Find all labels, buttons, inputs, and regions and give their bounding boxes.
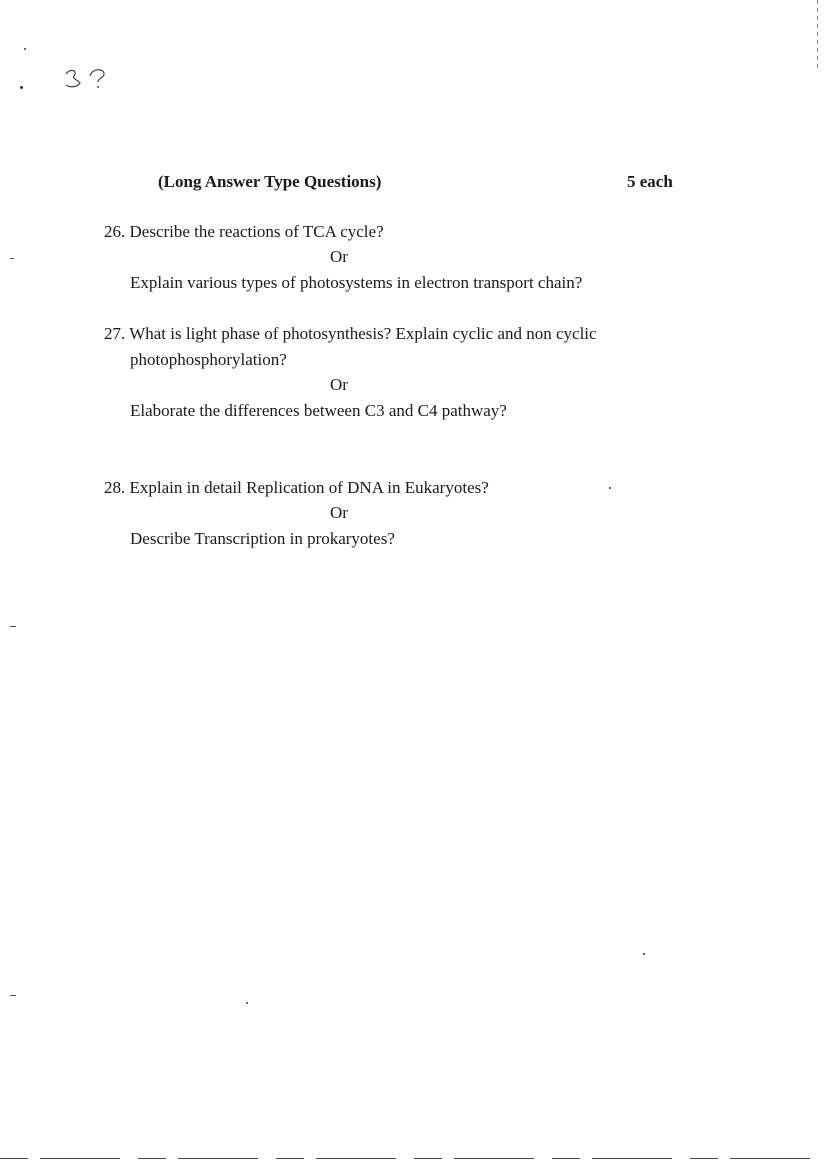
scan-bottom-edge bbox=[0, 1158, 827, 1159]
section-title: (Long Answer Type Questions) bbox=[158, 172, 382, 191]
scan-speck bbox=[24, 48, 26, 50]
question-26: 26. Describe the reactions of TCA cycle? bbox=[104, 222, 384, 241]
scan-speck bbox=[10, 626, 16, 627]
section-marks: 5 each bbox=[627, 172, 673, 191]
question-27-or: Or bbox=[330, 375, 348, 394]
question-28-alternative: Describe Transcription in prokaryotes? bbox=[130, 529, 395, 548]
scan-edge-mark bbox=[817, 0, 818, 68]
question-27-alternative: Elaborate the differences between C3 and C4 pathway? bbox=[130, 401, 507, 420]
scan-speck bbox=[643, 953, 645, 955]
question-27-line2: photophosphorylation? bbox=[130, 350, 287, 369]
question-28: 28. Explain in detail Replication of DNA in Eukaryotes? bbox=[104, 478, 489, 497]
scan-speck bbox=[246, 1002, 248, 1004]
scan-speck bbox=[10, 258, 14, 259]
question-26-or: Or bbox=[330, 247, 348, 266]
scan-speck bbox=[10, 995, 16, 996]
question-27-line1: 27. What is light phase of photosynthesis? Explain cyclic and non cyclic bbox=[104, 324, 597, 343]
scan-speck bbox=[609, 487, 611, 489]
handwritten-page-mark bbox=[60, 66, 120, 92]
question-26-alternative: Explain various types of photosystems in electron transport chain? bbox=[130, 273, 583, 292]
scan-speck bbox=[20, 86, 23, 89]
question-28-or: Or bbox=[330, 503, 348, 522]
